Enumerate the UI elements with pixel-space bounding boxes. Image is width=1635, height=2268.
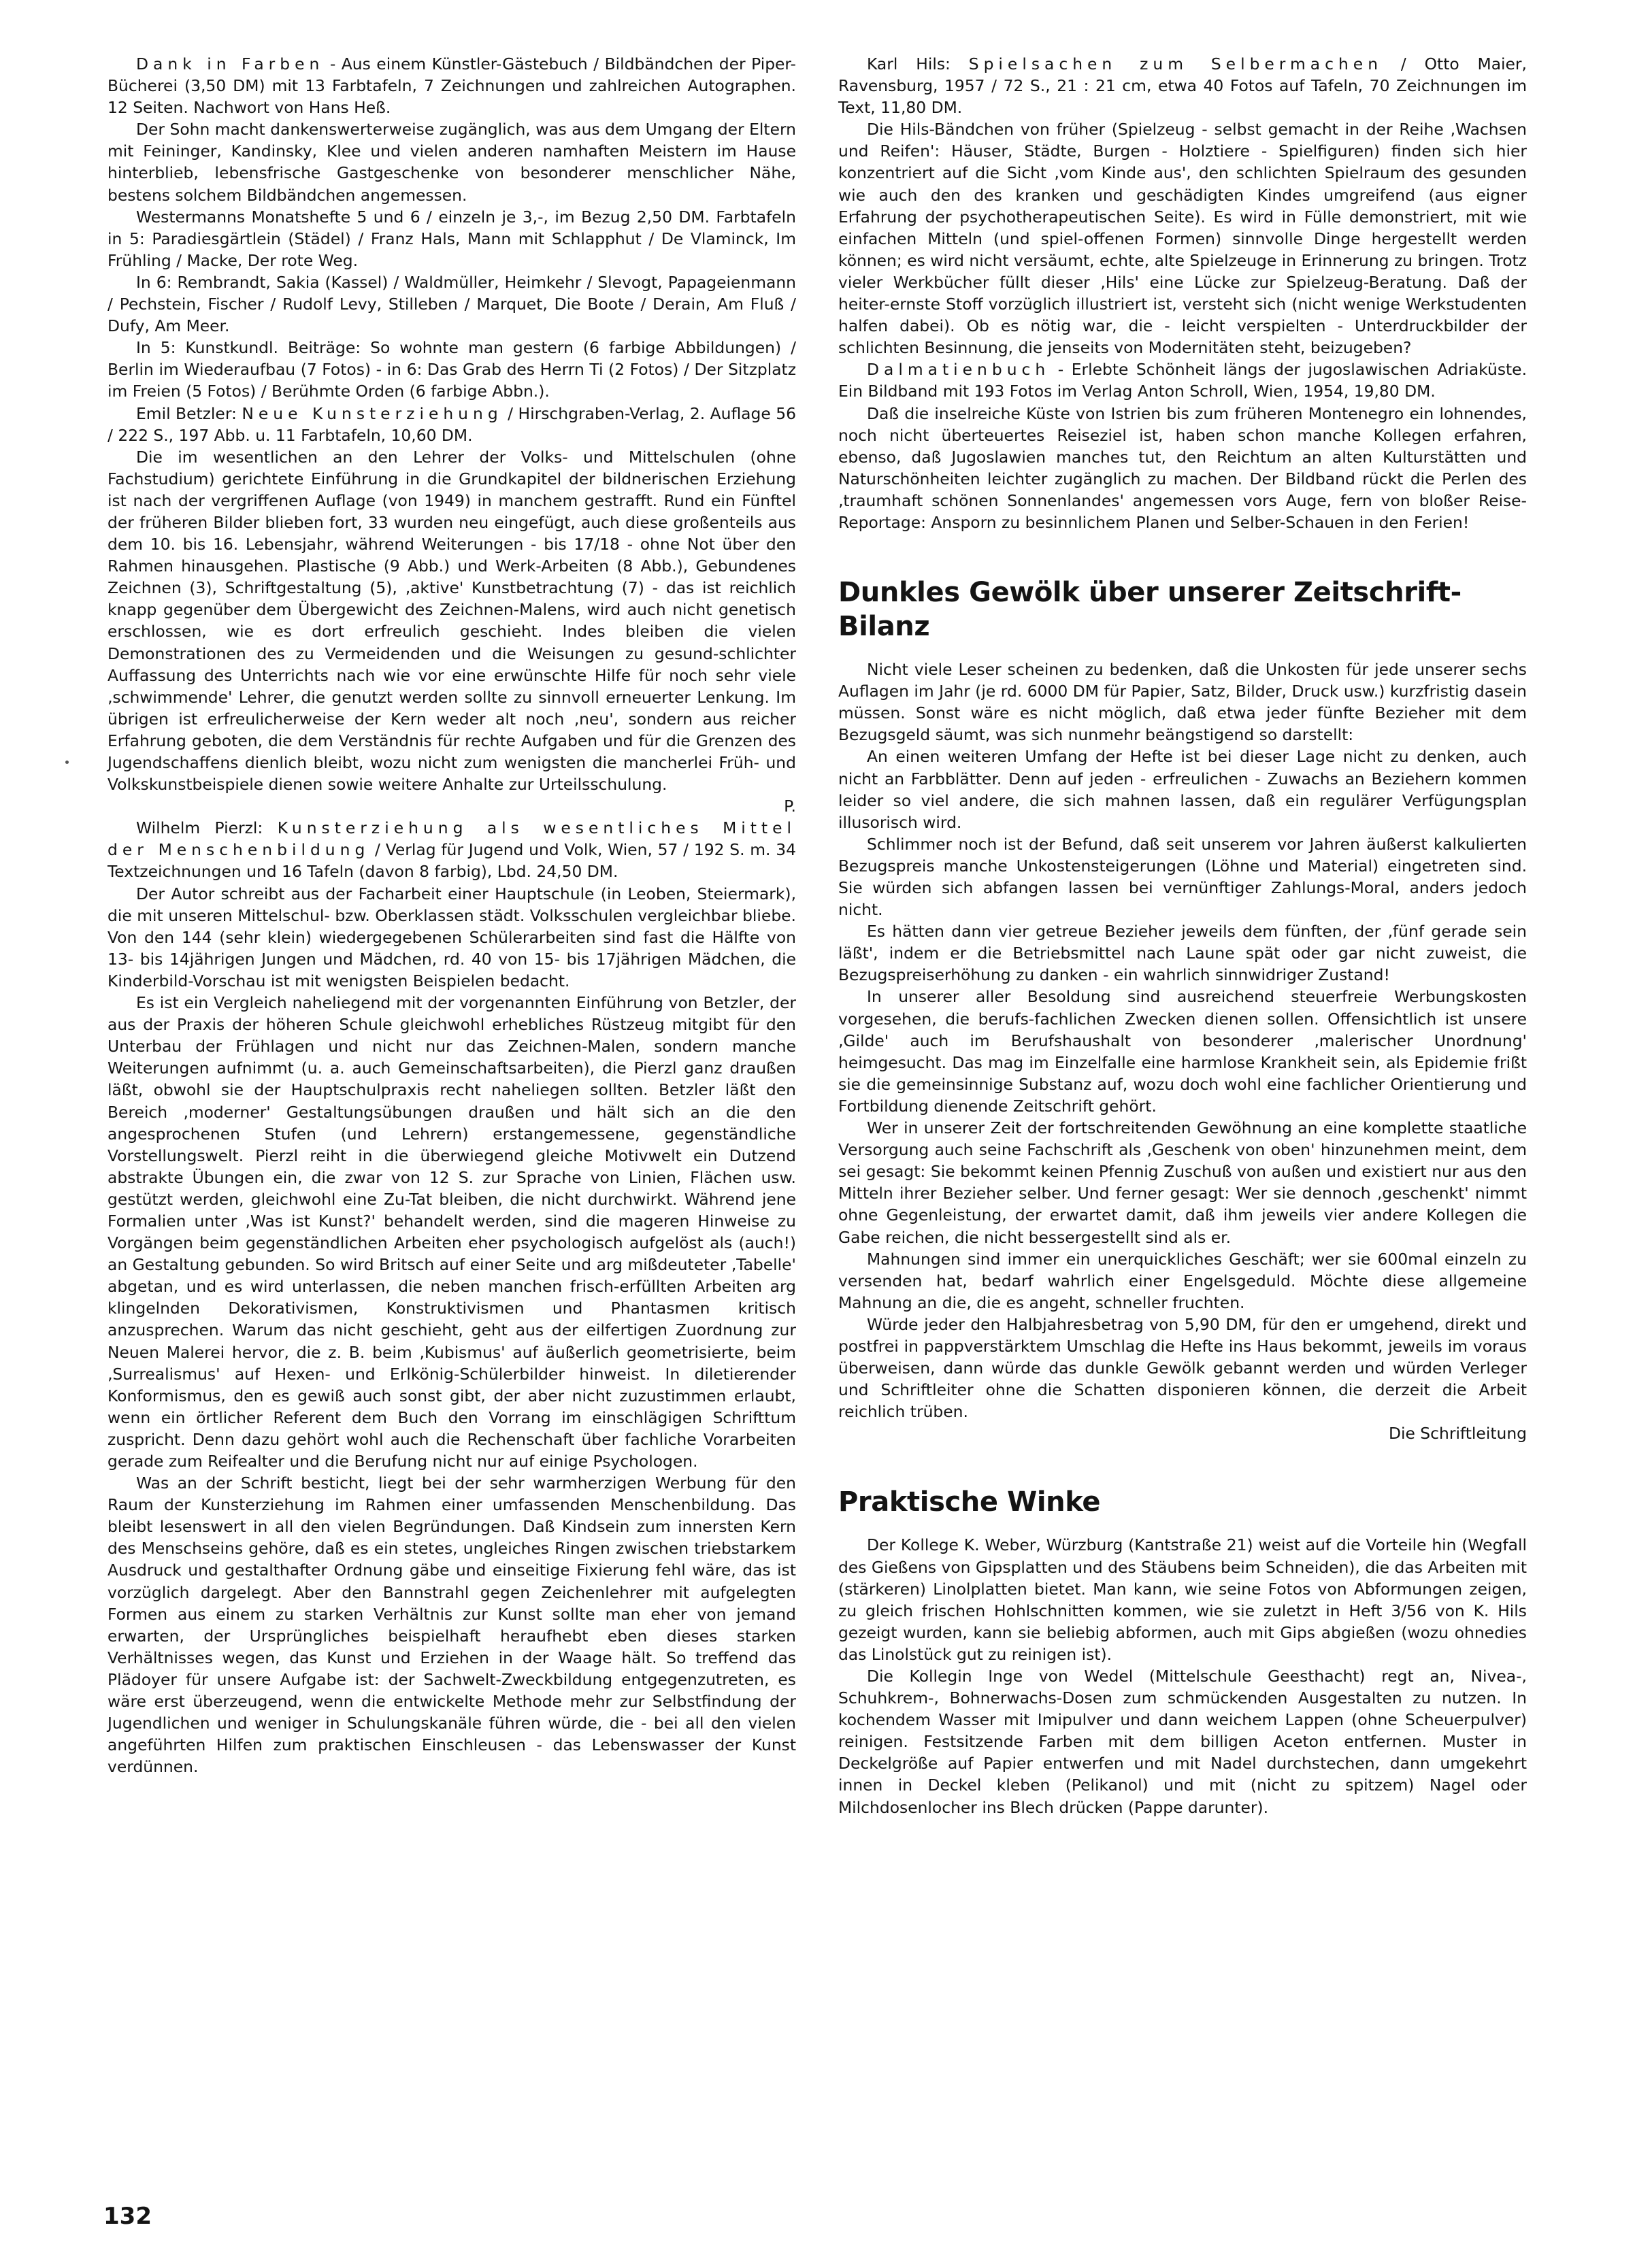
spaced-title: Dank in Farben <box>136 54 325 73</box>
book-entry <box>838 53 1527 118</box>
paragraph: Der Sohn macht dankenswerterweise zugänglich, was aus dem Umgang der Eltern mit Feininger, Kandinsky, Klee und vielen anderen namhaften Meistern im Hause hinterblieb, lebensfrische Gastgeschenke von besonderer menschlicher Nähe, bestens solchem Bildbändchen angemessen. <box>108 120 796 205</box>
paragraph: Mahnungen sind immer ein unerquickliches Geschäft; wer sie 600mal einzeln zu versenden hat, bedarf wahrlich einer Engelsgeduld. Möchte diese allgemeine Mahnung an die, die es angeht, schneller fruchten. <box>838 1249 1527 1312</box>
entry-author: Emil Betzler: <box>136 403 242 423</box>
paragraph: Die Hils-Bändchen von früher (Spielzeug - selbst gemacht in der Reihe ‚Wachsen und Reifen': Häuser, Städte, Burgen - Holztiere - Spielfiguren) finden sich hier konzentriert auf die Sicht ‚vom Kinde aus', den schlichten Spielraum des gesunden wie auch den des kranken und geschädigten Kindes umgreifend (aus eigner Erfahrung der psychotherapeutischen Seite). Es wird in Fülle demonstriert, mit wie einfachen Mitteln (und spiel-offenen Formen) sinnvolle Dinge hergestellt werden können; es wird nicht versäumt, echte, alte Spielzeuge in Erinnerung zu bringen. Trotz vieler Werkbücher füllt dieser ‚Hils' eine Lücke zur Spielzeug-Beratung. Daß der heiter-ernste Stoff vorzüglich illustriert ist, versteht sich (nicht wenige Werkstudenten halfen dabei). Ob es nötig war, die - leicht verspielten - Unterdruckbilder der schlichten Besinnung, die jenseits von Modernitäten steht, beizugeben? <box>838 120 1527 358</box>
paragraph: Es ist ein Vergleich naheliegend mit der vorgenannten Einführung von Betzler, der aus der Praxis der höheren Schule gleichwohl erhebliches Rüstzeug mitgibt für den Unterbau der Frühlagen und nicht nur das Zeichnen-Malen, sondern manche Weiterungen aufnimmt (u. a. auch Gemeinschaftsarbeiten), die Pierzl ganz draußen läßt, obwohl sie der Hauptschulpraxis recht naheliegen sollten. Betzler läßt den Bereich ‚moderner' Gestaltungsübungen draußen und hält sich an die den angesprochenen Stufen (und Lehrern) erstangemessene, gegenständliche Vorstellungswelt. Pierzl reiht in die überwiegend gleiche Motivwelt ein Dutzend abstrakte Übungen ein, die zwar von 12 S. zur Sprache von Linien, Flächen usw. gestützt werden, gleichwohl eine Zu-Tat bleiben, die nicht durchwirkt. Während jene Formalien unter ‚Was ist Kunst?' behandelt werden, sind die mageren Hinweise zu Vorgängen beim gegenständlichen Arbeiten eher psychologisch aufgelöst als (auch!) an Gestaltung gebunden. So wird Britsch auf einer Seite und arg mißdeuteter ‚Tabelle' abgetan, und es wird unterlassen, die neben manchen frisch-erfüllten Arbeiten arg klingelnden Dekorativismen, Konstruktivismen und Phantasmen kritisch anzusprechen. Warum das nicht geschieht, geht aus der eilfertigen Zuordnung zur Neuen Malerei hervor, die z. B. beim ‚Kubismus' auf äußerlich geometrisierte, beim ‚Surrealismus' auf Hexen- und Erlkönig-Schülerbilder hinweist. In diletierender Konformismus, den es gewiß auch sonst gibt, der aber nicht zuzustimmen erlaubt, wenn ein örtlicher Referent dem Buch den Vorrang im einschlägigen Schrifttum zuspricht. Denn dazu gehört wohl auch die Rechenschaft über fachliche Vorarbeiten gerade zum Reifealter und die Berufung nicht nur auf einige Psychologen. <box>108 993 796 1471</box>
entry-author: Wilhelm Pierzl: <box>136 818 278 838</box>
paragraph: In 5: Kunstkundl. Beiträge: So wohnte man gestern (6 farbige Abbildungen) / Berlin im Wiederaufbau (7 Fotos) - in 6: Das Grab des Herrn Ti (2 Fotos) / Der Sitzplatz im Freien (5 Fotos) / Berühmte Orden (6 farbige Abbn.). <box>108 338 796 401</box>
spaced-title: Kunsterziehung als wesentliches Mittel der Menschenbildung <box>108 818 796 860</box>
section-heading: Dunkles Gewölk über unserer Zeitschrift-Bilanz <box>838 577 1461 643</box>
paragraph: Daß die inselreiche Küste von Istrien bis zum früheren Montenegro ein lohnendes, noch nicht überteuertes Reiseziel ist, haben schon manche Kollegen erfahren, ebenso, daß Jugoslawien manches tut, den Reichtum an alten Kulturstätten und Naturschönheiten leichter zugänglich zu machen. Der Bildband rückt die Perlen des ‚traumhaft schönen Sonnenlandes' angemessen vors Auge, fern von bloßer Reise-Reportage: Ansporn zu besinnlichem Planen und Selber-Schauen in den Ferien! <box>838 403 1527 532</box>
page-number: 132 <box>103 2203 152 2230</box>
book-entry <box>108 403 796 446</box>
left-column <box>108 53 796 1778</box>
paragraph: Nicht viele Leser scheinen zu bedenken, daß die Unkosten für jede unserer sechs Auflagen im Jahr (je rd. 6000 DM für Papier, Satz, Bilder, Druck usw.) kurzfristig dasein müssen. Sonst wäre es nicht möglich, daß etwa jeder fünfte Bezieher mit dem Bezugsgeld säumt, was sich nunmehr beängstigend so darstellt: <box>838 660 1527 745</box>
signature: P. <box>784 797 796 816</box>
paragraph: In unserer aller Besoldung sind ausreichend steuerfreie Werbungskosten vorgesehen, die berufs-fachlichen Zwecken dienen sollen. Offensichtlich ist unsere ‚Gilde' auch im Berufshaushalt von besonderer ‚malerischer Unordnung' heimgesucht. Das mag im Einzelfalle eine harmlose Krankheit sein, als Epidemie frißt sie die gemeinsinnige Substanz auf, wozu doch wohl eine fachlicher Orientierung und Fortbildung dienende Zeitschrift gehört. <box>838 987 1527 1116</box>
spaced-title: Dalmatienbuch <box>867 360 1051 380</box>
paragraph: In 6: Rembrandt, Sakia (Kassel) / Waldmüller, Heimkehr / Slevogt, Papageienmann / Pechstein, Fischer / Rudolf Levy, Stilleben / Marquet, Die Boote / Derain, Am Fluß / Dufy, Am Meer. <box>108 272 796 336</box>
entry-details: - Aus einem Künstler-Gästebuch / Bildbändchen der Piper-Bücherei (3,50 DM) mit 13 Farbtafeln, 7 Zeichnungen und zahlreichen Autographen. 12 Seiten. Nachwort von Hans Heß. <box>108 54 796 118</box>
spaced-title: Spielsachen zum Selbermachen <box>968 54 1383 73</box>
book-entry <box>838 358 1527 402</box>
paragraph: Was an der Schrift besticht, liegt bei der sehr warmherzigen Werbung für den Raum der Kunsterziehung im Rahmen einer umfassenden Menschenbildung. Das bleibt lesenswert in all den vielen Begründungen. Daß Kindsein zum innersten Kern des Menschseins gehöre, daß es ein stetes, ungleiches Ringen zwischen triebstarkem Ausdruck und gestalthafter Ordnung gäbe und einseitige Fixierung fehl wäre, das ist vorzüglich dargelegt. Aber den Bannstrahl gegen Zeichenlehrer mit aufgelegten Formen aus einem zu starken Verhältnis zur Kunst sollte man eher von jemand erwarten, der Ursprüngliches beispielhaft heraufhebt eben dieses starken Verhältnisses wegen, das Kunst und Erziehen in der Waage hält. So treffend das Plädoyer für unsere Aufgabe ist: der Sachwelt-Zweckbildung entgegenzutreten, es wäre erst überzeugend, wenn die entwickelte Methode mehr zur Selbstfindung der Jugendlichen und weniger in Schulungskanäle führen würde, die - bei all den vielen angeführten Hilfen zum praktischen Einschleusen - das Lebenswasser der Kunst verdünnen. <box>108 1473 796 1777</box>
paragraph: Die im wesentlichen an den Lehrer der Volks- und Mittelschulen (ohne Fachstudium) gerichtete Einführung in die Grundkapitel der bildnerischen Erziehung ist nach der vergriffenen Auflage (von 1949) in manchem gestrafft. Rund ein Fünftel der früheren Bilder blieben fort, 33 wurden neu eingefügt, auch diese großenteils aus dem 10. bis 16. Lebensjahr, während Weiterungen - bis 17/18 - ohne Not über den Rahmen hinausgehen. Plastische (9 Abb.) und Werk-Arbeiten (8 Abb.), Gebundenes Zeichnen (3), Schriftgestaltung (5), ‚aktive' Kunstbetrachtung (7) - das ist reichlich knapp gegenüber dem Übergewicht des Zeichnen-Malens, wird auch nicht genetisch erschlossen, wie es dort erfreulich geschieht. Indes bleiben die vielen Demonstrationen des zu Vermeidenden und die Weisungen zu gesund-schlichter Auffassung des Unterrichts nach wie vor eine erwünschte Hilfe für noch sehr viele ‚schwimmende' Lehrer, die genutzt werden sollte zu sinnvoll erneuerter Lenkung. Im übrigen ist erfreulicherweise der Kern weder alt noch ‚neu', sondern aus reicher Erfahrung geboten, die dem Verständnis für rechte Aufgaben und für die Grenzen des Jugendschaffens dienlich bleibt, wozu nicht zum wenigsten die mancherlei Früh- und Volkskunstbeispiele dienen sowie weitere Anhalte zur Urteilsschulung. <box>108 447 796 795</box>
paragraph: An einen weiteren Umfang der Hefte ist bei dieser Lage nicht zu denken, auch nicht an Farbblätter. Denn auf jeden - erfreulichen - Zuwachs an Beziehern kommen leider so viel andere, die sich mahnen lassen, daß ein regulärer Verfügungsplan illusorisch wird. <box>838 747 1527 832</box>
section-heading: Praktische Winke <box>838 1486 1101 1518</box>
spaced-title: Neue Kunsterziehung <box>242 403 503 423</box>
entry-author: Karl Hils: <box>867 54 969 73</box>
entry-details: / Otto Maier, Ravensburg, 1957 / 72 S., 21 : 21 cm, etwa 40 Fotos auf Tafeln, 70 Zeichnungen im Text, 11,80 DM. <box>838 54 1527 118</box>
paragraph: Schlimmer noch ist der Befund, daß seit unserem vor Jahren äußerst kalkulierten Bezugspreis manche Unkostensteigerungen (Löhne und Material) eingetreten sind. Sie würden sich abfangen lassen bei vernünftiger Zahlungs-Moral, anders jedoch nicht. <box>838 834 1527 920</box>
paragraph: Wer in unserer Zeit der fortschreitenden Gewöhnung an eine komplette staatliche Versorgung auch seine Fachschrift als ‚Geschenk von oben' hinzunehmen meint, dem sei gesagt: Sie bekommt keinen Pfennig Zuschuß von außen und existiert nur aus den Mitteln ihrer Bezieher selber. Und ferner gesagt: Wer sie dennoch ‚geschenkt' nimmt ohne Gegenleistung, der erwartet damit, daß ihm jeweils vier andere Kollegen die Gabe reichen, die nicht bessergestellt sind als er. <box>838 1118 1527 1247</box>
margin-dot <box>65 761 69 764</box>
book-entry <box>108 817 796 882</box>
paragraph: Würde jeder den Halbjahresbetrag von 5,90 DM, für den er umgehend, direkt und postfrei in pappverstärktem Umschlag die Hefte ins Haus bekommt, jeweils im voraus überweisen, dann würde das dunkle Gewölk gebannt werden und würden Verleger und Schriftleiter ohne die Schatten disponieren können, die derzeit die Arbeit reichlich trüben. <box>838 1314 1527 1422</box>
paragraph: Der Kollege K. Weber, Würzburg (Kantstraße 21) weist auf die Vorteile hin (Wegfall des Gießens von Gipsplatten und des Stäubens beim Schneiden), die das Arbeiten mit (stärkeren) Linolplatten bietet. Man kann, wie seine Fotos von Abformungen zeigen, zu gleich frischen Hohlschnitten kommen, wie sie zuletzt in Heft 3/56 von K. Hils gezeigt wurden, kann sie beliebig abformen, auch mit Gips abgießen (wozu ohnedies das Linolstück gut zu reinigen ist). <box>838 1535 1527 1664</box>
book-entry <box>108 53 796 118</box>
entry-details: / Verlag für Jugend und Volk, Wien, 57 / 192 S. m. 34 Textzeichnungen und 16 Tafeln (davon 8 farbig), Lbd. 24,50 DM. <box>108 840 797 882</box>
entry-details: / Hirschgraben-Verlag, 2. Auflage 56 / 222 S., 197 Abb. u. 11 Farbtafeln, 10,60 DM. <box>108 403 796 445</box>
signature: Die Schriftleitung <box>1388 1424 1527 1444</box>
entry-details: - Erlebte Schönheit längs der jugoslawischen Adriaküste. Ein Bildband mit 193 Fotos im Verlag Anton Schroll, Wien, 1954, 19,80 DM. <box>838 360 1527 401</box>
right-column <box>838 53 1527 1818</box>
paragraph: Der Autor schreibt aus der Facharbeit einer Hauptschule (in Leoben, Steiermark), die mit unseren Mittelschul- bzw. Oberklassen städt. Volksschulen vergleichbar bliebe. Von den 144 (sehr klein) wiedergegebenen Schülerarbeiten sind fast die Hälfte von 13- bis 14jährigen Jungen und Mädchen, rd. 40 von 15- bis 17jährigen Mädchen, die Kinderbild-Vorschau ist mit wenigsten Beispielen bedacht. <box>108 884 796 990</box>
paragraph: Die Kollegin Inge von Wedel (Mittelschule Geesthacht) regt an, Nivea-, Schuhkrem-, Bohnerwachs-Dosen zum schmückenden Ausgestalten zu nutzen. In kochendem Wasser mit Imipulver und dann weichem Lappen (ohne Scheuerpulver) reinigen. Festsitzende Farben mit dem billigen Aceton entfernen. Muster in Deckelgröße auf Papier entwerfen und mit Nadel durchstechen, dann umgekehrt innen in Deckel kleben (Pelikanol) und mit (nicht zu spitzem) Nagel oder Milchdosenlocher ins Blech drücken (Pappe darunter). <box>838 1667 1527 1817</box>
paragraph: Westermanns Monatshefte 5 und 6 / einzeln je 3,-, im Bezug 2,50 DM. Farbtafeln in 5: Paradiesgärtlein (Städel) / Franz Hals, Mann mit Schlapphut / De Vlaminck, Im Frühling / Macke, Der rote Weg. <box>108 207 796 270</box>
paragraph: Es hätten dann vier getreue Bezieher jeweils dem fünften, der ‚fünf gerade sein läßt', indem er die Betriebsmittel nach Laune spät oder gar nicht zuweist, die Bezugspreiserhöhung zu danken - ein wahrlich sinnwidriger Zustand! <box>838 922 1527 985</box>
